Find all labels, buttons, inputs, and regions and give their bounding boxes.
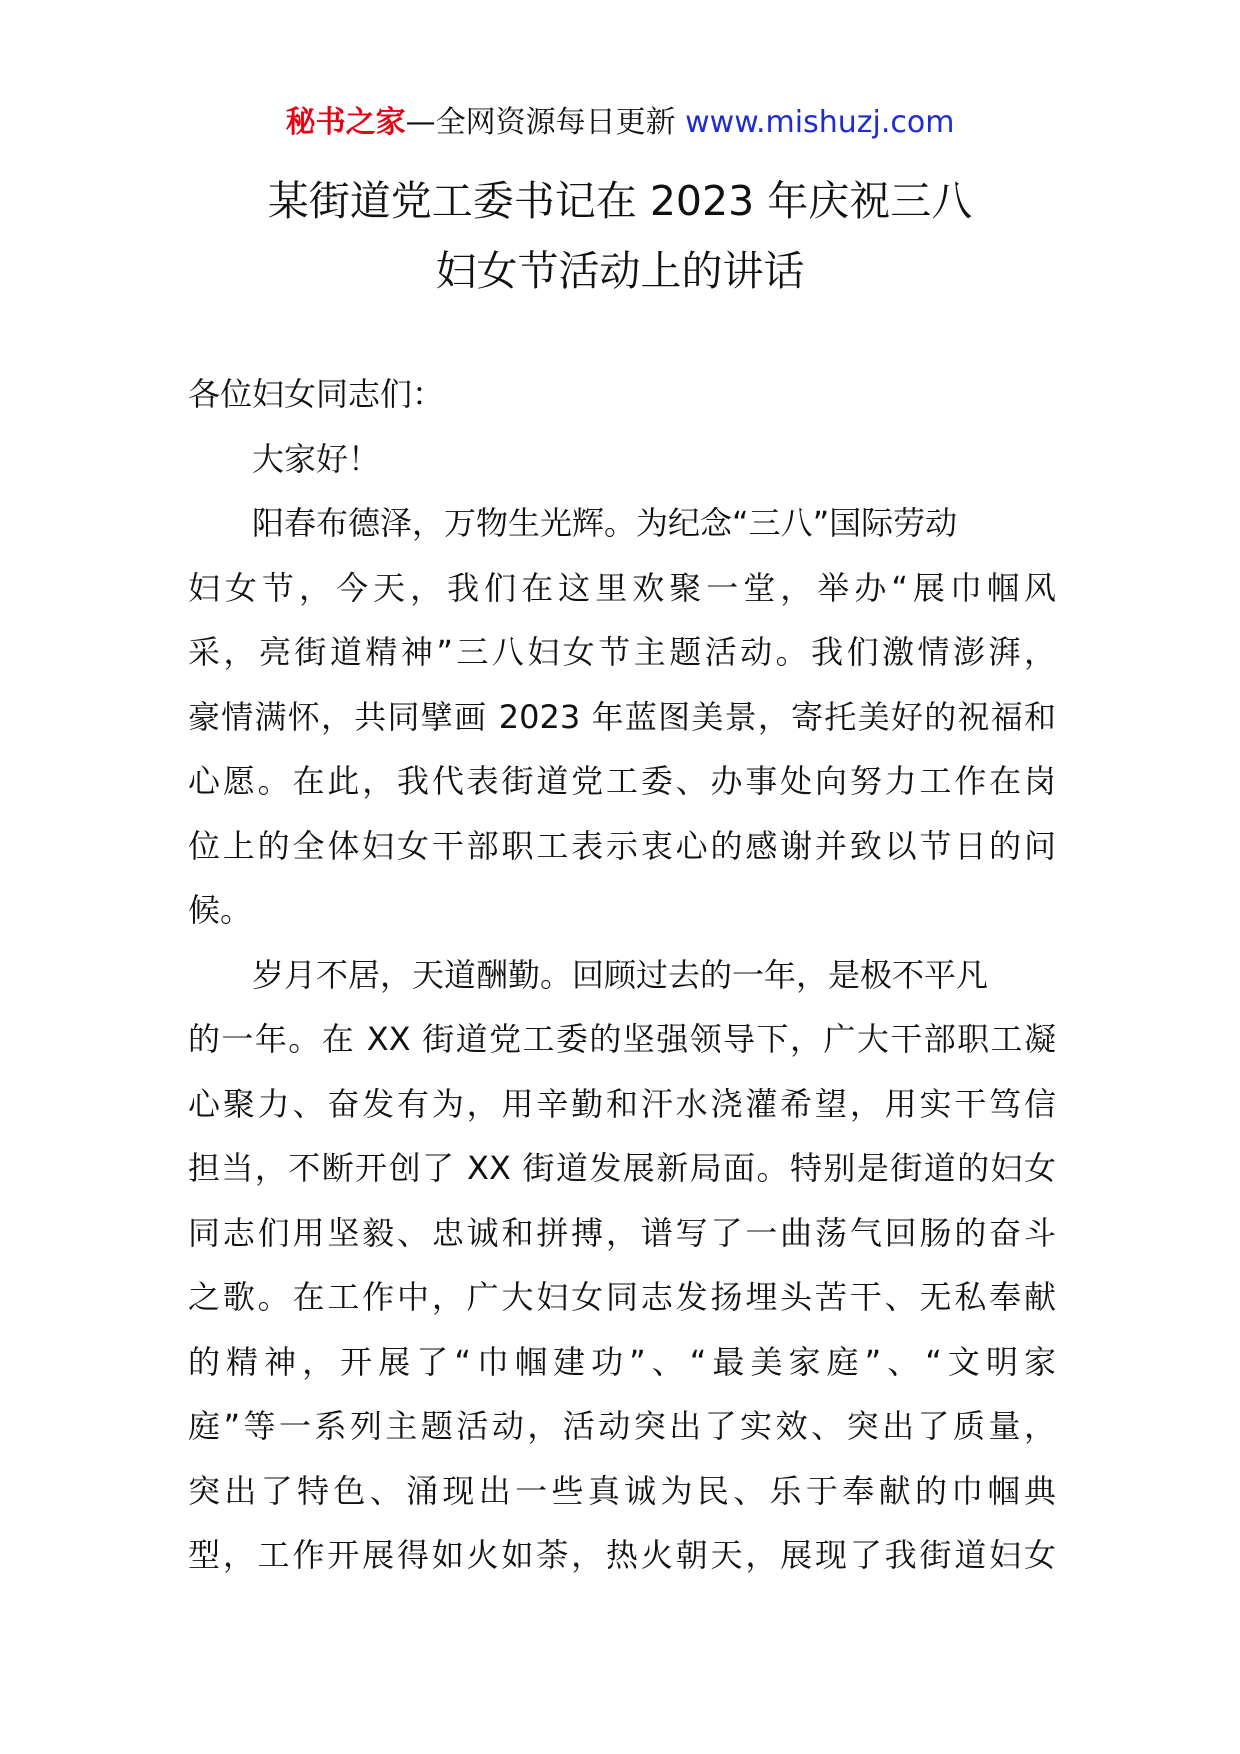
- paragraph-2: [188, 943, 1056, 1588]
- paragraph-line: 位上的全体妇女干部职工表示衷心的感谢并致以节日的问: [188, 826, 1056, 865]
- paragraph-line: 之歌。在工作中，广大妇女同志发扬埋头苦干、无私奉献: [188, 1278, 1056, 1316]
- paragraph-line: 的精神，开展了“巾帼建功”、“最美家庭”、“文明家: [188, 1342, 1056, 1381]
- brand-name: 秘书之家: [285, 105, 406, 140]
- document-title: [0, 166, 1240, 306]
- header-tagline: —全网资源每日更新: [405, 105, 676, 140]
- paragraph-line: 岁月不居，天道酬勤。回顾过去的一年，是极不平凡: [252, 955, 989, 994]
- paragraph-line: 担当，不断开创了 XX 街道发展新局面。特别是街道的妇女: [188, 1149, 1056, 1187]
- paragraph-line: 型，工作开展得如火如荼，热火朝天，展现了我街道妇女: [188, 1536, 1056, 1574]
- paragraph-line: 同志们用坚毅、忠诚和拼搏，谱写了一曲荡气回肠的奋斗: [188, 1213, 1056, 1252]
- paragraph-line: 妇女节，今天，我们在这里欢聚一堂，举办“展巾帼风: [188, 568, 1056, 607]
- paragraph-line: 的一年。在 XX 街道党工委的坚强领导下，广大干部职工凝: [188, 1020, 1056, 1058]
- paragraph-1: [188, 491, 1056, 943]
- paragraph-line: 心愿。在此，我代表街道党工委、办事处向努力工作在岗: [188, 762, 1056, 800]
- paragraph-line: 庭”等一系列主题活动，活动突出了实效、突出了质量，: [188, 1407, 1056, 1445]
- title-line-1: 某街道党工委书记在 2023 年庆祝三八: [267, 177, 973, 225]
- paragraph-line: 阳春布德泽，万物生光辉。为纪念“三八”国际劳动: [252, 504, 958, 542]
- title-line-2: 妇女节活动上的讲话: [435, 247, 805, 295]
- paragraph-line: 突出了特色、涌现出一些真诚为民、乐于奉献的巾帼典: [188, 1471, 1056, 1510]
- site-url-link[interactable]: www.mishuzj.com: [685, 105, 955, 140]
- greeting-text: 大家好！: [252, 439, 381, 478]
- paragraph-line: 候。: [188, 891, 253, 929]
- paragraph-line: 豪情满怀，共同擘画 2023 年蓝图美景，寄托美好的祝福和: [188, 697, 1056, 736]
- document-body: [188, 362, 1056, 1588]
- site-header: [0, 100, 1240, 146]
- paragraph-line: 心聚力、奋发有为，用辛勤和汗水浇灌希望，用实干笃信: [188, 1084, 1056, 1123]
- paragraph-line: 采，亮街道精神”三八妇女节主题活动。我们激情澎湃，: [188, 633, 1056, 671]
- salutation-text: 各位妇女同志们：: [188, 375, 445, 413]
- salutation: [188, 362, 1056, 427]
- greeting: [188, 427, 1056, 492]
